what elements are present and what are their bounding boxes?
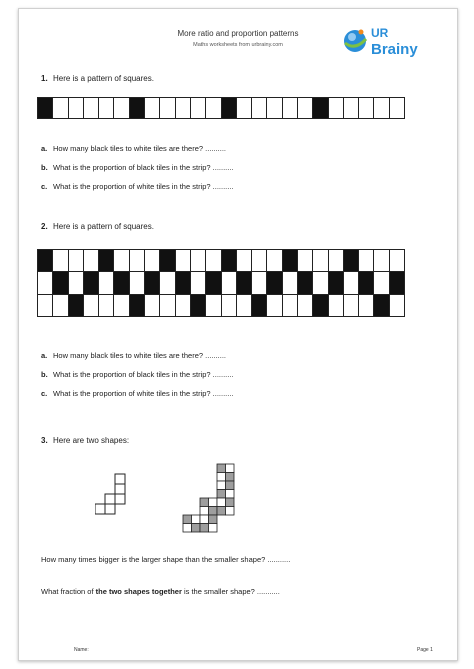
white-tile [237,98,251,118]
q3-question-2-bold: the two shapes together [95,587,182,596]
large-shape-tile [200,498,209,507]
large-shape-tile [183,515,192,524]
large-shape-tile [226,507,235,516]
white-tile [99,295,113,316]
q1-prompt [41,74,154,83]
worksheet-subtitle: Maths worksheets from urbrainy.com [193,42,283,48]
white-tile [359,295,373,316]
black-tile [38,98,52,118]
large-shape-tile [192,524,201,533]
black-tile [252,295,266,316]
white-tile [84,98,98,118]
white-tile [160,98,174,118]
white-tile [206,250,220,271]
white-tile [53,98,67,118]
large-shape-tile [226,481,235,490]
black-tile [145,272,159,293]
large-shape-tile [226,464,235,473]
large-shape-tile [226,490,235,499]
q2-part-b-text: What is the proportion of black tiles in the strip? .......... [53,370,234,379]
white-tile [252,272,266,293]
q2-number: 2. [41,222,48,231]
large-shape-tile [217,473,226,482]
name-label: Name: [74,647,89,653]
white-tile [114,98,128,118]
black-tile [267,272,281,293]
white-tile [359,250,373,271]
black-tile [191,295,205,316]
white-tile [99,98,113,118]
white-tile [206,295,220,316]
large-shape-tile [209,498,218,507]
large-shape-tile [209,515,218,524]
black-tile [130,295,144,316]
white-tile [283,295,297,316]
black-tile [99,250,113,271]
q2-text: Here is a pattern of squares. [53,222,154,231]
black-tile [374,295,388,316]
white-tile [145,295,159,316]
white-tile [222,272,236,293]
q1-part-a [41,144,226,153]
q1-part-c [41,182,234,191]
q1-part-b-text: What is the proportion of black tiles in the strip? .......... [53,163,234,172]
black-tile [298,272,312,293]
white-tile [84,250,98,271]
q1-part-c-text: What is the proportion of white tiles in the strip? .......... [53,182,234,191]
white-tile [252,98,266,118]
white-tile [298,295,312,316]
white-tile [130,250,144,271]
large-shape-tile [217,481,226,490]
white-tile [145,250,159,271]
q3-prompt [41,436,129,445]
white-tile [267,98,281,118]
white-tile [298,250,312,271]
white-tile [176,295,190,316]
large-shape-tile [217,464,226,473]
white-tile [252,250,266,271]
black-tile [206,272,220,293]
white-tile [53,250,67,271]
white-tile [390,98,404,118]
q3-text: Here are two shapes: [53,436,130,445]
worksheet-page [18,8,458,661]
white-tile [191,98,205,118]
white-tile [160,295,174,316]
black-tile [53,272,67,293]
black-tile [160,250,174,271]
white-tile [99,272,113,293]
white-tile [390,295,404,316]
white-tile [374,98,388,118]
white-tile [374,272,388,293]
white-tile [38,272,52,293]
logo-text-ur: UR [371,26,389,40]
q3-question-2-post: is the smaller shape? ........... [181,587,280,596]
logo-text-brainy: Brainy [371,41,418,58]
large-shape-tile [217,507,226,516]
q3-question-2 [41,587,280,596]
large-shape-tile [217,498,226,507]
white-tile [222,295,236,316]
white-tile [38,295,52,316]
black-tile [130,98,144,118]
large-shape-tile [200,507,209,516]
white-tile [283,98,297,118]
white-tile [313,250,327,271]
black-tile [329,272,343,293]
q2-part-b-letter: b. [41,370,48,379]
large-shape-tile [209,507,218,516]
q1-text: Here is a pattern of squares. [53,74,154,83]
white-tile [69,250,83,271]
q2-prompt [41,222,154,231]
white-tile [267,295,281,316]
black-tile [69,295,83,316]
q1-number: 1. [41,74,48,83]
black-tile [237,272,251,293]
black-tile [313,295,327,316]
white-tile [390,250,404,271]
white-tile [359,98,373,118]
large-shape [182,463,252,543]
q1-part-a-letter: a. [41,144,48,153]
white-tile [283,272,297,293]
q2-part-a-letter: a. [41,351,48,360]
white-tile [53,295,67,316]
white-tile [237,250,251,271]
white-tile [84,295,98,316]
large-shape-tile [209,524,218,533]
large-shape-tile [200,515,209,524]
black-tile [313,98,327,118]
white-tile [191,250,205,271]
urbrainy-logo [341,21,436,61]
white-tile [191,272,205,293]
large-shape-tile [217,490,226,499]
black-tile [390,272,404,293]
white-tile [69,98,83,118]
white-tile [267,250,281,271]
q2-part-c [41,389,234,398]
large-shape-tile [200,524,209,533]
q2-part-a [41,351,226,360]
white-tile [114,250,128,271]
black-tile [283,250,297,271]
white-tile [237,295,251,316]
white-tile [329,295,343,316]
page-number: Page 1 [417,647,433,653]
worksheet-title: More ratio and proportion patterns [177,29,299,38]
black-tile [344,250,358,271]
q1-part-a-text: How many black tiles to white tiles are there? .......... [53,144,226,153]
white-tile [329,98,343,118]
white-tile [145,98,159,118]
large-shape-tile [226,498,235,507]
black-tile [176,272,190,293]
black-tile [38,250,52,271]
q2-part-b [41,370,234,379]
q3-number: 3. [41,436,48,445]
q3-question-1: How many times bigger is the larger shape than the smaller shape? ........... [41,555,291,564]
black-tile [222,98,236,118]
white-tile [298,98,312,118]
q1-part-c-letter: c. [41,182,48,191]
black-tile [222,250,236,271]
white-tile [374,250,388,271]
white-tile [176,250,190,271]
white-tile [344,98,358,118]
white-tile [130,272,144,293]
white-tile [206,98,220,118]
white-tile [114,295,128,316]
white-tile [176,98,190,118]
q2-part-c-text: What is the proportion of white tiles in the strip? .......... [53,389,234,398]
small-shape [95,472,135,516]
white-tile [329,250,343,271]
black-tile [84,272,98,293]
q1-square-strip [37,97,405,119]
large-shape-tile [183,524,192,533]
q2-square-grid [37,249,405,317]
q2-part-a-text: How many black tiles to white tiles are there? .......... [53,351,226,360]
white-tile [160,272,174,293]
large-shape-tile [226,473,235,482]
white-tile [69,272,83,293]
white-tile [313,272,327,293]
q2-part-c-letter: c. [41,389,48,398]
white-tile [344,295,358,316]
white-tile [344,272,358,293]
q3-question-2-pre: What fraction of [41,587,96,596]
black-tile [359,272,373,293]
black-tile [114,272,128,293]
large-shape-tile [192,515,201,524]
q1-part-b [41,163,234,172]
q1-part-b-letter: b. [41,163,48,172]
